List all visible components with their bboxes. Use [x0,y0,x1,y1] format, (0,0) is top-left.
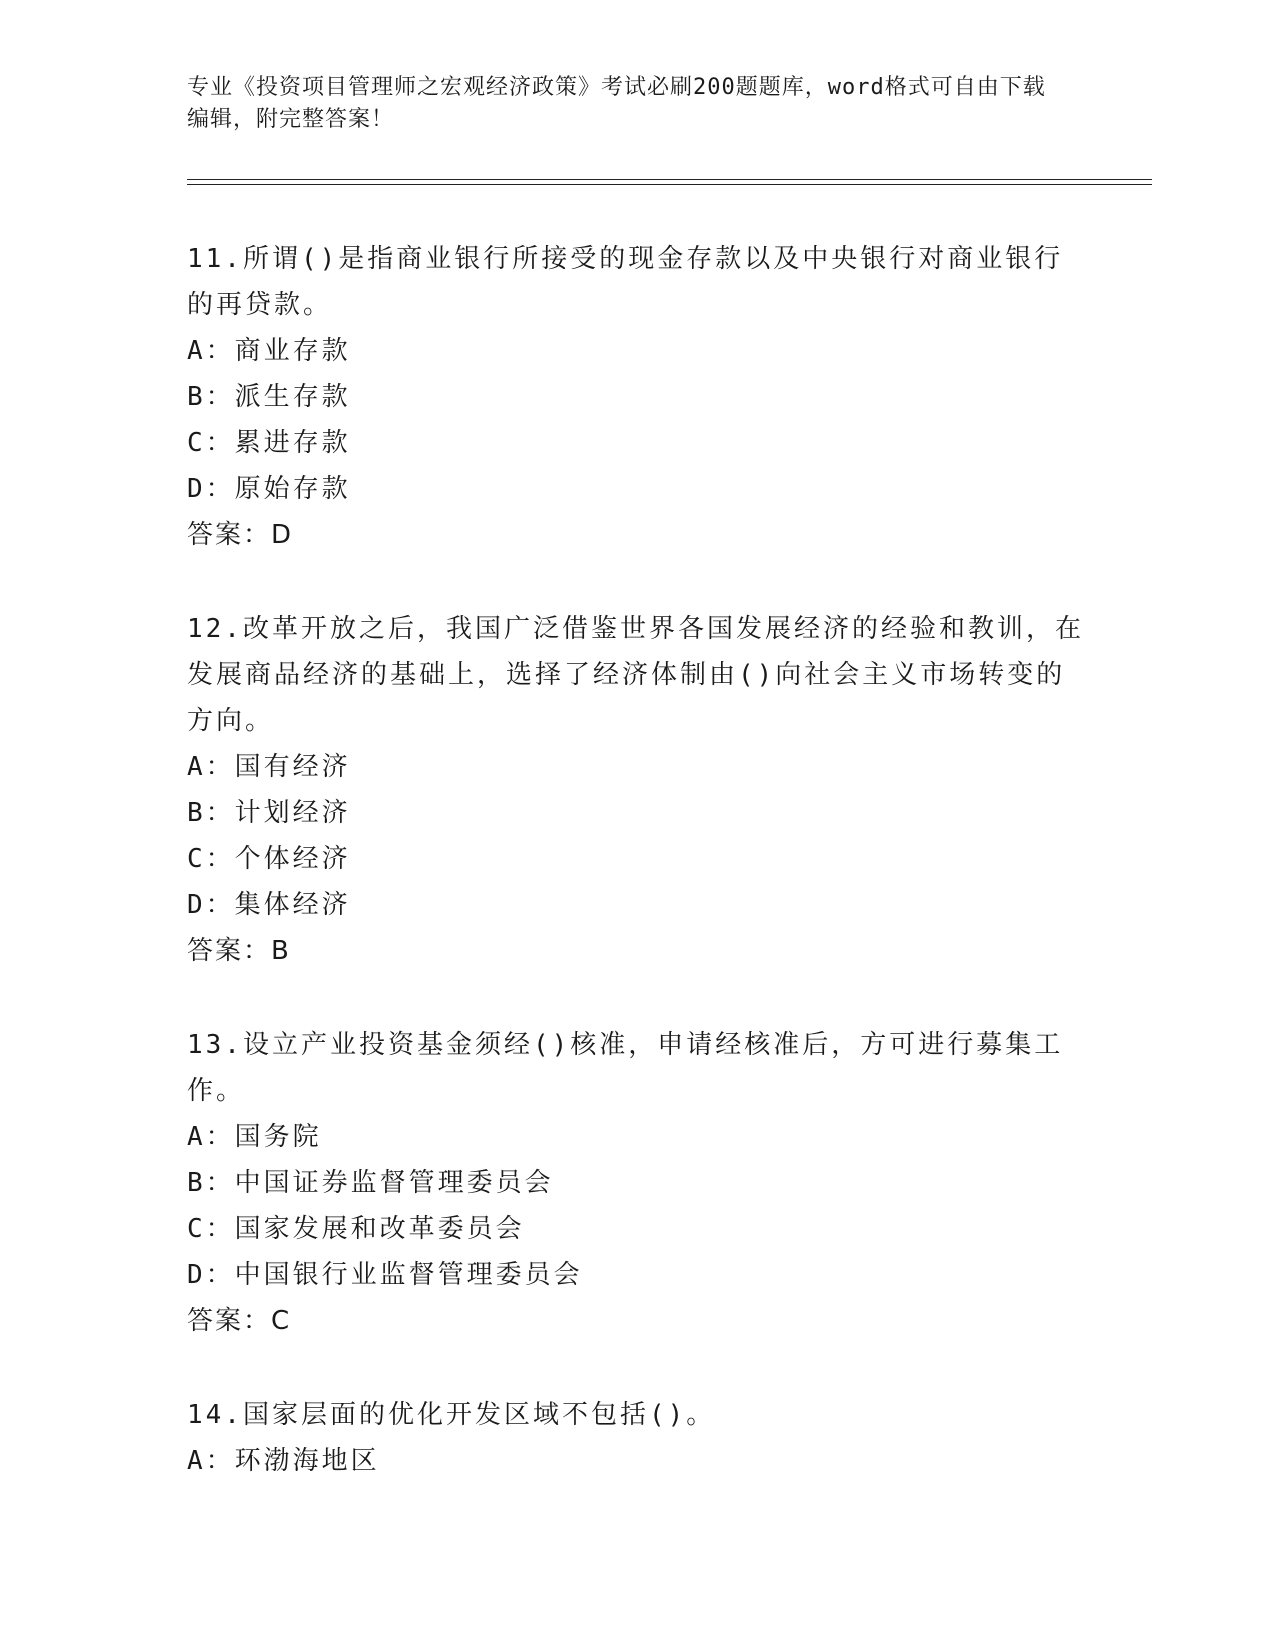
question-stem: 14.国家层面的优化开发区域不包括()。 [187,1400,716,1430]
question-stem: 13.设立产业投资基金须经()核准，申请经核准后，方可进行募集工作。 [187,1030,1064,1106]
option-a: A：环渤海地区 [187,1446,380,1476]
option-d: D：集体经济 [187,890,351,920]
question-14 [187,1392,1087,1484]
option-a: A：商业存款 [187,336,351,366]
option-b: B：计划经济 [187,798,351,828]
answer: 答案：C [187,1306,292,1336]
option-c: C：个体经济 [187,844,351,874]
option-d: D：原始存款 [187,474,351,504]
option-d: D：中国银行业监督管理委员会 [187,1260,583,1290]
option-a: A：国务院 [187,1122,322,1152]
question-11 [187,236,1087,558]
question-12 [187,606,1087,974]
header-divider-top [187,179,1152,180]
answer: 答案：D [187,520,294,550]
option-c: C：累进存款 [187,428,351,458]
option-b: B：派生存款 [187,382,351,412]
option-c: C：国家发展和改革委员会 [187,1214,525,1244]
option-b: B：中国证券监督管理委员会 [187,1168,554,1198]
question-list [187,236,1087,1532]
document-header: 专业《投资项目管理师之宏观经济政策》考试必刷200题题库，word格式可自由下载编辑，附完整答案！ [187,75,1046,132]
question-stem: 12.改革开放之后，我国广泛借鉴世界各国发展经济的经验和教训，在发展商品经济的基础上，选择了经济体制由()向社会主义市场转变的方向。 [187,614,1084,736]
option-a: A：国有经济 [187,752,351,782]
question-stem: 11.所谓()是指商业银行所接受的现金存款以及中央银行对商业银行的再贷款。 [187,244,1064,320]
question-13 [187,1022,1087,1344]
answer: 答案：B [187,936,291,966]
header-divider-bottom [187,184,1152,185]
